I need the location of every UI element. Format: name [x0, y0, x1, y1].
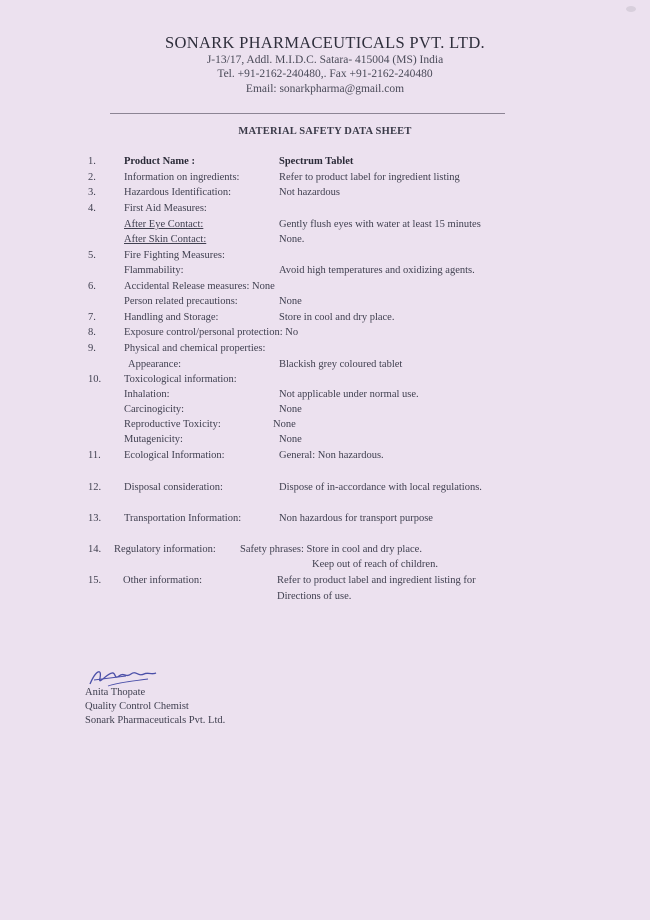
- hazard-id-value: Not hazardous: [279, 187, 340, 198]
- section-number: 9.: [88, 343, 96, 354]
- first-aid-label: First Aid Measures:: [124, 203, 207, 214]
- section-number: 10.: [88, 374, 102, 385]
- mutagenicity-label: Mutagenicity:: [124, 434, 183, 445]
- hazard-id-label: Hazardous Identification:: [124, 187, 231, 198]
- disposal-value: Dispose of in-accordance with local regulations.: [279, 482, 482, 493]
- transportation-value: Non hazardous for transport purpose: [279, 513, 433, 524]
- accidental-release-label: Accidental Release measures: None: [124, 281, 275, 292]
- transportation-label: Transportation Information:: [124, 513, 242, 524]
- section-number: 2.: [88, 172, 96, 183]
- person-precautions-label: Person related precautions:: [124, 296, 238, 307]
- scan-smudge: [626, 6, 636, 12]
- section-number: 14.: [88, 544, 102, 555]
- regulatory-value: Safety phrases: Store in cool and dry place.: [240, 544, 422, 555]
- eye-contact-label: After Eye Contact:: [124, 219, 204, 230]
- other-info-value: Refer to product label and ingredient listing for: [277, 575, 476, 586]
- section-number: 5.: [88, 250, 96, 261]
- company-phone: Tel. +91-2162-240480,. Fax +91-2162-240480: [217, 68, 433, 80]
- ecological-value: General: Non hazardous.: [279, 450, 384, 461]
- regulatory-value-2: Keep out of reach of children.: [312, 559, 438, 570]
- product-name-label: Product Name :: [124, 156, 195, 167]
- toxicological-label: Toxicological information:: [124, 374, 237, 385]
- section-number: 1.: [88, 156, 96, 167]
- other-info-value-2: Directions of use.: [277, 591, 352, 602]
- product-name-value: Spectrum Tablet: [279, 156, 354, 167]
- section-number: 13.: [88, 513, 102, 524]
- skin-contact-label: After Skin Contact:: [124, 234, 207, 245]
- regulatory-label: Regulatory information:: [114, 544, 216, 555]
- flammability-value: Avoid high temperatures and oxidizing agents.: [279, 265, 475, 276]
- fire-fighting-label: Fire Fighting Measures:: [124, 250, 225, 261]
- document-title: MATERIAL SAFETY DATA SHEET: [238, 126, 412, 137]
- carcinogicity-label: Carcinogicity:: [124, 404, 185, 415]
- appearance-label: Appearance:: [128, 359, 182, 370]
- inhalation-value: Not applicable under normal use.: [279, 389, 419, 400]
- company-address: J-13/17, Addl. M.I.D.C. Satara- 415004 (MS) India: [206, 54, 444, 66]
- exposure-control-label: Exposure control/personal protection: No: [124, 327, 299, 338]
- section-number: 6.: [88, 281, 96, 292]
- section-number: 4.: [88, 203, 96, 214]
- company-email: Email: sonarkpharma@gmail.com: [245, 83, 405, 95]
- inhalation-label: Inhalation:: [124, 389, 170, 400]
- section-number: 11.: [88, 450, 101, 461]
- ecological-label: Ecological Information:: [124, 450, 225, 461]
- appearance-value: Blackish grey coloured tablet: [279, 359, 403, 370]
- section-number: 3.: [88, 187, 96, 198]
- ingredients-label: Information on ingredients:: [124, 172, 240, 183]
- carcinogicity-value: None: [279, 404, 302, 415]
- signatory-company: Sonark Pharmaceuticals Pvt. Ltd.: [85, 715, 226, 726]
- handling-storage-label: Handling and Storage:: [124, 312, 219, 323]
- section-number: 7.: [88, 312, 96, 323]
- section-number: 12.: [88, 482, 102, 493]
- disposal-label: Disposal consideration:: [124, 482, 223, 493]
- reproductive-toxicity-label: Reproductive Toxicity:: [124, 419, 221, 430]
- section-number: 8.: [88, 327, 96, 338]
- flammability-label: Flammability:: [124, 265, 184, 276]
- eye-contact-value: Gently flush eyes with water at least 15 minutes: [279, 219, 481, 230]
- section-number: 15.: [88, 575, 102, 586]
- header-divider: [110, 113, 505, 114]
- person-precautions-value: None: [279, 296, 302, 307]
- signatory-name: Anita Thopate: [85, 687, 146, 698]
- physical-properties-label: Physical and chemical properties:: [124, 343, 266, 354]
- skin-contact-value: None.: [279, 234, 305, 245]
- handling-storage-value: Store in cool and dry place.: [279, 312, 395, 323]
- reproductive-toxicity-value: None: [273, 419, 296, 430]
- ingredients-value: Refer to product label for ingredient listing: [279, 172, 460, 183]
- mutagenicity-value: None: [279, 434, 302, 445]
- company-name: SONARK PHARMACEUTICALS PVT. LTD.: [165, 33, 485, 52]
- signatory-title: Quality Control Chemist: [85, 701, 189, 712]
- other-info-label: Other information:: [123, 575, 203, 586]
